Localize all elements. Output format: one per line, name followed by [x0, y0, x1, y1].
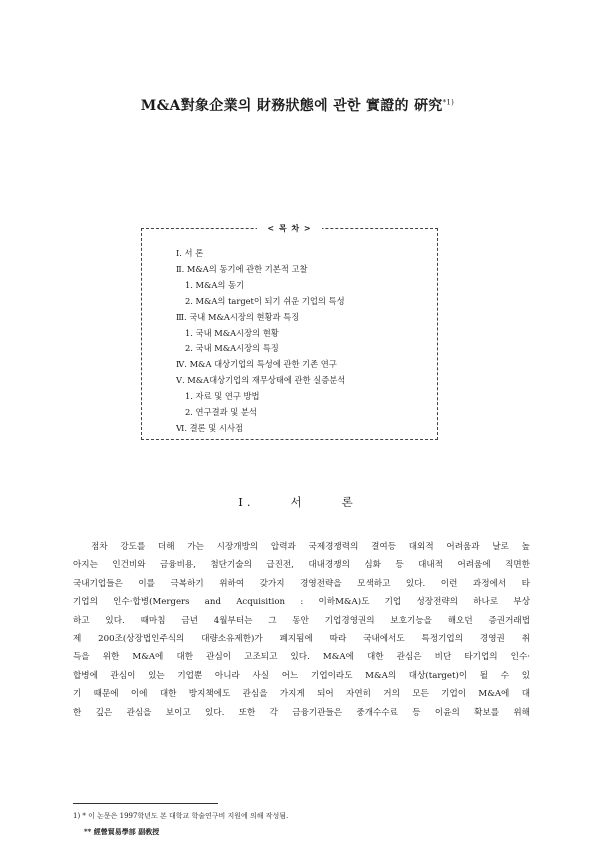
body-line: 제 200조(상장법인주식의 대량소유제한)가 폐지됨에 따라 국내에서도 특정기업의 경영권 취 — [73, 634, 530, 645]
toc-heading: < 목 차 > — [257, 223, 321, 233]
section-heading — [0, 494, 595, 510]
body-line: 국내기업들은 이를 극복하기 위하여 갖가지 경영전략을 모색하고 있다. 이런 과정에서 타 — [73, 578, 530, 589]
body-line: 합병에 관심이 있는 기업뿐 아니라 사실 어느 기업이라도 M&A의 대상(target)이 될 수 있 — [73, 670, 530, 681]
toc-list — [176, 246, 345, 437]
body-paragraph — [73, 538, 530, 722]
toc-item: Ⅲ. 국내 M&A시장의 현황과 특징 — [176, 311, 300, 322]
body-line: 하고 있다. 때마침 금년 4월부터는 그 동안 기업경영권의 보호기능을 해오던 증권거래법 — [73, 615, 530, 626]
footnote-2: ** 經營貿易學部 副敎授 — [84, 827, 160, 836]
body-line: 아지는 인건비와 금융비용, 첨단기술의 급진전, 대내경쟁의 심화 등 대내적 어려움에 직면한 — [73, 560, 530, 571]
body-line: 점차 강도를 더해 가는 시장개방의 압력과 국제경쟁력의 결여등 대외적 어려움과 날로 높 — [91, 542, 530, 552]
toc-subitem: 1. 국내 M&A시장의 현황 — [185, 327, 279, 338]
footnote-1: 1) * 이 논문은 1997학년도 본 대학교 학술연구비 지원에 의해 작성됨. — [73, 812, 289, 820]
section-number: Ⅰ. — [238, 495, 255, 509]
body-line: 한 깊은 관심을 보이고 있다. 또한 각 금융기관들은 중개수수료 등 이윤의 확보를 위해 — [73, 707, 530, 718]
toc-item: Ⅳ. M&A 대상기업의 특성에 관한 기존 연구 — [176, 359, 337, 370]
title-footnote-mark: *1) — [442, 98, 455, 107]
footnote-divider — [73, 803, 218, 804]
toc-item: Ⅵ. 결론 및 시사점 — [176, 422, 243, 433]
toc-heading-wrap — [142, 223, 437, 234]
body-line: 득을 위한 M&A에 대한 관심이 고조되고 있다. M&A에 대한 관심은 비단 타기업의 인수· — [73, 652, 530, 663]
table-of-contents — [141, 223, 438, 440]
toc-item: Ⅴ. M&A대상기업의 재무상태에 관한 실증분석 — [176, 375, 346, 386]
toc-item: Ⅰ. 서 론 — [176, 248, 204, 258]
section-title-a: 서 — [290, 495, 306, 509]
toc-subitem: 2. 연구결과 및 분석 — [185, 407, 257, 418]
body-line: 기 때문에 이에 대한 방지책에도 관심을 가지게 되어 자연히 거의 모든 기업이 M&A에 대 — [73, 689, 530, 700]
paper-title-text: M&A對象企業의 財務狀態에 관한 實證的 硏究 — [140, 98, 443, 114]
paper-title — [0, 95, 595, 115]
section-title-b: 론 — [341, 495, 357, 509]
toc-subitem: 2. M&A의 target이 되기 쉬운 기업의 특성 — [185, 295, 345, 306]
toc-subitem: 1. 자료 및 연구 방법 — [185, 391, 260, 402]
toc-subitem: 1. M&A의 동기 — [185, 279, 245, 290]
toc-item: Ⅱ. M&A의 동기에 관한 기본적 고찰 — [176, 263, 308, 274]
toc-subitem: 2. 국내 M&A시장의 특징 — [185, 343, 279, 354]
body-line: 기업의 인수·합병(Mergers and Acquisition : 이하M&A)도 기업 성장전략의 하나로 부상 — [73, 597, 530, 608]
